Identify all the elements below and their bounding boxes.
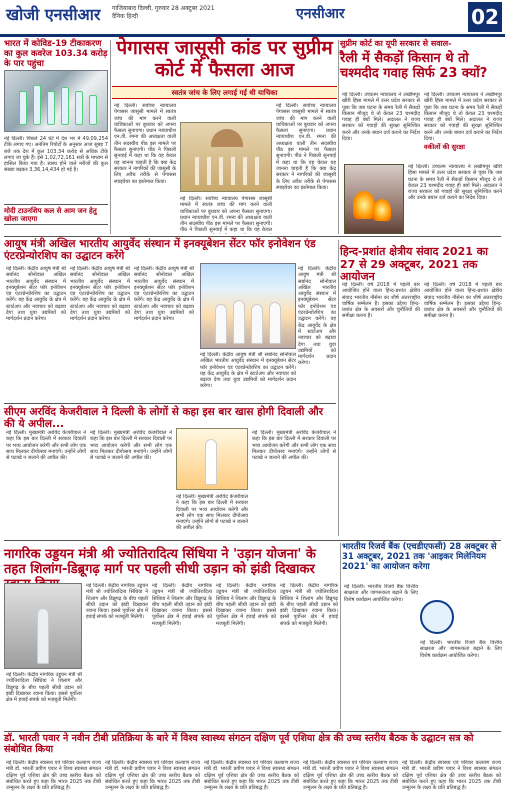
vaccine-photo <box>4 70 108 132</box>
bharati-body-col2: नई दिल्ली। केंद्रीय स्वास्थ्य एवं परिवार कल्याण राज्य मंत्री डॉ. भारती प्रवीण पवार ने विश्व स्वास्थ्य संगठन दक्षिण पूर्व एशिया क्षेत्र की उच्च स्तरीय बैठक को संबोधित करते हुए कहा कि भारत 2025 तक टीबी उन्मूलन के लक्ष्य के प्रति प्रतिबद्ध है। <box>105 760 200 792</box>
column-rule <box>110 40 111 234</box>
rbi-logo <box>420 600 454 634</box>
masthead <box>0 0 505 34</box>
bharati-body-col1: नई दिल्ली। केंद्रीय स्वास्थ्य एवं परिवार कल्याण राज्य मंत्री डॉ. भारती प्रवीण पवार ने विश्व स्वास्थ्य संगठन दक्षिण पूर्व एशिया क्षेत्र की उच्च स्तरीय बैठक को संबोधित करते हुए कहा कि भारत 2025 तक टीबी उन्मूलन के लक्ष्य के प्रति प्रतिबद्ध है। <box>6 760 101 792</box>
udan-body-col3: नई दिल्ली। केंद्रीय नागरिक उड्डयन मंत्री श्री ज्योतिरादित्य सिंधिया ने शिलांग और डिब्रूगढ़ के बीच पहली सीधी उड़ान को झंडी दिखाकर रवाना किया। इससे पूर्वोत्तर क्षेत्र में हवाई संपर्क को मजबूती मिलेगी। <box>216 583 276 627</box>
date-line: गाजियाबाद दिल्ली, गुरुवार 28 अक्टूबर 2021 <box>112 5 215 12</box>
sub-line: दैनिक हिन्दी <box>112 13 138 20</box>
indo-pacific-body-col2: नई दिल्ली। वर्ष 2018 में पहली बार आयोजित होने वाला हिन्द-प्रशांत क्षेत्रीय संवाद भारतीय नौसेना का शीर्ष अंतरराष्ट्रीय वार्षिक सम्मेलन है। इसका उद्देश्य हिन्द-प्रशांत क्षेत्र के अवसरों और चुनौतियों की समीक्षा करना है। <box>424 282 502 320</box>
bharati-body-col3: नई दिल्ली। केंद्रीय स्वास्थ्य एवं परिवार कल्याण राज्य मंत्री डॉ. भारती प्रवीण पवार ने विश्व स्वास्थ्य संगठन दक्षिण पूर्व एशिया क्षेत्र की उच्च स्तरीय बैठक को संबोधित करते हुए कहा कि भारत 2025 तक टीबी उन्मूलन के लक्ष्य के प्रति प्रतिबद्ध है। <box>204 760 299 792</box>
udan-headline: नागरिक उड्डयन मंत्री श्री ज्योतिरादित्य सिंधिया ने 'उड़ान योजना' के तहत शिलांग-डिब्रूगढ़ मार्ग पर पहली सीधी उड़ान को झंडी दिखाकर <box>4 547 316 577</box>
pegasus-body-col2: नई दिल्ली। सर्वोच्च न्यायालय पेगासस जासूसी मामले में स्वतंत्र जांच की मांग करने वाली याचिकाओं पर बुधवार को अपना फैसला सुनाएगा। प्रधान न्यायाधीश एन.वी. रमना की अध्यक्षता वाली तीन सदस्यीय पीठ इस मामले पर फैसला सुनाएगी। पीठ ने पिछली सुनवाई में कहा था कि वह केवल <box>180 196 272 234</box>
cm-body-col2: नई दिल्ली। मुख्यमंत्री अरविंद केजरीवाल ने कहा कि इस बार दिल्ली में सरकार दिवाली पर भव्य आयोजन करेगी और सभी लोग एक साथ मिलकर दीपोत्सव मनाएंगे। उन्होंने लोगों से पटाखे न जलाने की अपील की। <box>90 430 172 462</box>
ayush-body-col4: नई दिल्ली। केंद्रीय आयुष मंत्री श्री सर्बानंद सोनोवाल अखिल भारतीय आयुर्वेद संस्थान में इनक्यूबेशन सेंटर फॉर इनोवेशन एंड एंटरप्रेन्योरशिप का उद्घाटन करेंगे। यह केंद्र आयुर्वेद के क्षेत्र में स्टार्टअप और नवाचार को बढ़ावा देगा तथा युवा उद्यमियों को मार्गदर्शन प्रदान करेगा। <box>200 352 296 390</box>
scindia-photo <box>4 583 82 669</box>
udan-body-col2: नई दिल्ली। केंद्रीय नागरिक उड्डयन मंत्री श्री ज्योतिरादित्य सिंधिया ने शिलांग और डिब्रूगढ़ के बीच पहली सीधी उड़ान को झंडी दिखाकर रवाना किया। इससे पूर्वोत्तर क्षेत्र में हवाई संपर्क को मजबूती मिलेगी। <box>152 583 212 627</box>
section-divider <box>4 540 501 541</box>
section-divider <box>4 731 501 732</box>
divider <box>4 204 108 205</box>
page-number: 02 <box>468 2 502 32</box>
ayush-headline: आयुष मंत्री अखिल भारतीय आयुर्वेद संस्थान में इनक्यूबेशन सेंटर फॉर इनोवेशन एंड एंटरप्रेन्योरशिप का उद्घाटन करेंगे <box>4 238 316 263</box>
indo-pacific-body-col1: नई दिल्ली। वर्ष 2018 में पहली बार आयोजित होने वाला हिन्द-प्रशांत क्षेत्रीय संवाद भारतीय नौसेना का शीर्ष अंतरराष्ट्रीय वार्षिक सम्मेलन है। इसका उद्देश्य हिन्द-प्रशांत क्षेत्र के अवसरों और चुनौतियों की समीक्षा करना है। <box>342 282 420 320</box>
bharati-body-col5: नई दिल्ली। केंद्रीय स्वास्थ्य एवं परिवार कल्याण राज्य मंत्री डॉ. भारती प्रवीण पवार ने विश्व स्वास्थ्य संगठन दक्षिण पूर्व एशिया क्षेत्र की उच्च स्तरीय बैठक को संबोधित करते हुए कहा कि भारत 2025 तक टीबी उन्मूलन के लक्ष्य के प्रति प्रतिबद्ध है। <box>402 760 501 792</box>
supreme-court-photo <box>180 122 272 192</box>
divider <box>4 224 108 225</box>
indo-pacific-headline: हिन्द-प्रशांत क्षेत्रीय संवाद 2021 का 27 से 29 अक्टूबर, 2021 तक आयोजन <box>340 245 489 284</box>
cm-body-col3: नई दिल्ली। मुख्यमंत्री अरविंद केजरीवाल ने कहा कि इस बार दिल्ली में सरकार दिवाली पर भव्य आयोजन करेगी और सभी लोग एक साथ मिलकर दीपोत्सव मनाएंगे। उन्होंने लोगों से पटाखे न जलाने की अपील की। <box>176 494 248 532</box>
pegasus-headline: पेगासस जासूसी कांड पर सुप्रीम कोर्ट में फैसला आज <box>116 37 333 81</box>
column-rule <box>338 240 339 536</box>
covid-headline: भारत में कोविड-19 टीकाकरण का कुल कवरेज 103.34 करोड़ के पार पहुंचा <box>4 39 108 69</box>
ayush-minister-photo <box>200 263 296 349</box>
farmers-photo-caption: वकीलों की सुरक्षा <box>424 143 465 151</box>
udan-body-col1: नई दिल्ली। केंद्रीय नागरिक उड्डयन मंत्री श्री ज्योतिरादित्य सिंधिया ने शिलांग और डिब्रूगढ़ के बीच पहली सीधी उड़ान को झंडी दिखाकर रवाना किया। इससे पूर्वोत्तर क्षेत्र में हवाई संपर्क को मजबूती मिलेगी। <box>86 583 148 621</box>
pegasus-body-col1: नई दिल्ली। सर्वोच्च न्यायालय पेगासस जासूसी मामले में स्वतंत्र जांच की मांग करने वाली याचिकाओं पर बुधवार को अपना फैसला सुनाएगा। प्रधान न्यायाधीश एन.वी. रमना की अध्यक्षता वाली तीन सदस्यीय पीठ इस मामले पर फैसला सुनाएगी। पीठ ने पिछली सुनवाई में कहा था कि वह केवल यह जानना चाहती है कि क्या केंद्र सरकार ने नागरिकों की जासूसी के लिए अवैध तरीके से पेगासस स्पाइवेयर का इस्तेमाल किया। <box>114 103 176 185</box>
column-rule <box>340 543 341 729</box>
masthead-brand: खोजी एनसीआर <box>6 5 101 24</box>
farmers-body-col2: नई दिल्ली। उच्चतम न्यायालय ने लखीमपुर खीरी हिंसा मामले में उत्तर प्रदेश सरकार से पूछा कि जब घटना के समय रैली में सैकड़ों किसान मौजूद थे तो केवल 23 चश्मदीद गवाह ही क्यों मिले। अदालत ने राज्य सरकार को गवाहों की सुरक्षा सुनिश्चित करने और उनके बयान दर्ज कराने का निर्देश दिया। <box>424 92 502 142</box>
farmers-headline: रैली में सैकड़ों किसान थे तो चश्मदीद गवाह सिर्फ 23 क्यों? <box>340 51 488 81</box>
masthead-dateline <box>112 5 262 21</box>
cm-headline: सीएम अरविंद केजरीवाल ने दिल्ली के लोगों से कहा इस बार खास होगी दिवाली और की ये अपील... <box>4 406 324 431</box>
township-headline: मोदी टाउनशिप कल से आम जन हेतु खोला जाएगा <box>4 207 97 224</box>
farmers-kicker: सुप्रीम कोर्ट का यूपी सरकार से सवाल- <box>340 39 452 48</box>
pegasus-kicker: स्वतंत्र जांच के लिए लगाई गई थी याचिका <box>112 86 337 99</box>
column-rule <box>338 40 339 234</box>
cm-photo <box>176 428 248 490</box>
cm-body-col4: नई दिल्ली। मुख्यमंत्री अरविंद केजरीवाल ने कहा कि इस बार दिल्ली में सरकार दिवाली पर भव्य आयोजन करेगी और सभी लोग एक साथ मिलकर दीपोत्सव मनाएंगे। उन्होंने लोगों से पटाखे न जलाने की अपील की। <box>252 430 336 462</box>
farmers-body-col3: नई दिल्ली। उच्चतम न्यायालय ने लखीमपुर खीरी हिंसा मामले में उत्तर प्रदेश सरकार से पूछा कि जब घटना के समय रैली में सैकड़ों किसान मौजूद थे तो केवल 23 चश्मदीद गवाह ही क्यों मिले। अदालत ने राज्य सरकार को गवाहों की सुरक्षा सुनिश्चित करने और उनके बयान दर्ज कराने का निर्देश दिया। <box>408 164 502 202</box>
section-divider <box>4 403 336 404</box>
cm-body-col1: नई दिल्ली। मुख्यमंत्री अरविंद केजरीवाल ने कहा कि इस बार दिल्ली में सरकार दिवाली पर भव्य आयोजन करेगी और सभी लोग एक साथ मिलकर दीपोत्सव मनाएंगे। उन्होंने लोगों से पटाखे न जलाने की अपील की। <box>6 430 86 462</box>
section-title: एनसीआर <box>296 6 345 22</box>
bharati-body-col4: नई दिल्ली। केंद्रीय स्वास्थ्य एवं परिवार कल्याण राज्य मंत्री डॉ. भारती प्रवीण पवार ने विश्व स्वास्थ्य संगठन दक्षिण पूर्व एशिया क्षेत्र की उच्च स्तरीय बैठक को संबोधित करते हुए कहा कि भारत 2025 तक टीबी उन्मूलन के लक्ष्य के प्रति प्रतिबद्ध है। <box>303 760 398 792</box>
ayush-body-col3: नई दिल्ली। केंद्रीय आयुष मंत्री श्री सर्बानंद सोनोवाल अखिल भारतीय आयुर्वेद संस्थान में इनक्यूबेशन सेंटर फॉर इनोवेशन एंड एंटरप्रेन्योरशिप का उद्घाटन करेंगे। यह केंद्र आयुर्वेद के क्षेत्र में स्टार्टअप और नवाचार को बढ़ावा देगा तथा युवा उद्यमियों को मार्गदर्शन प्रदान करेगा। <box>134 266 194 323</box>
udan-body-col4: नई दिल्ली। केंद्रीय नागरिक उड्डयन मंत्री श्री ज्योतिरादित्य सिंधिया ने शिलांग और डिब्रूगढ़ के बीच पहली सीधी उड़ान को झंडी दिखाकर रवाना किया। इससे पूर्वोत्तर क्षेत्र में हवाई संपर्क को मजबूती मिलेगी। <box>280 583 338 627</box>
ayush-body-col5: नई दिल्ली। केंद्रीय आयुष मंत्री श्री सर्बानंद सोनोवाल अखिल भारतीय आयुर्वेद संस्थान में इनक्यूबेशन सेंटर फॉर इनोवेशन एंड एंटरप्रेन्योरशिप का उद्घाटन करेंगे। यह केंद्र आयुर्वेद के क्षेत्र में स्टार्टअप और नवाचार को बढ़ावा देगा तथा युवा उद्यमियों को मार्गदर्शन प्रदान करेगा। <box>298 266 336 367</box>
farmers-body-col1: नई दिल्ली। उच्चतम न्यायालय ने लखीमपुर खीरी हिंसा मामले में उत्तर प्रदेश सरकार से पूछा कि जब घटना के समय रैली में सैकड़ों किसान मौजूद थे तो केवल 23 चश्मदीद गवाह ही क्यों मिले। अदालत ने राज्य सरकार को गवाहों की सुरक्षा सुनिश्चित करने और उनके बयान दर्ज कराने का निर्देश दिया। <box>342 92 420 143</box>
covid-body: नई दिल्ली। पिछले 24 घंटे में देश भर में 49,09,254 टीके लगाए गए। अनंतिम रिपोर्टों के अनुसार आज सुबह 7 बजे तक देश में कुल 103.34 करोड़ से अधिक टीके लगाए जा चुके हैं। इसे 1,02,72,161 सत्रों के माध्यम से हासिल किया गया है। स्वस्थ होने वाले मरीजों की कुल संख्या बढ़कर 3,36,14,434 हो गई है। <box>4 136 108 174</box>
rbi-body-col1: नई दिल्ली। भारतीय रिजर्व बैंक वित्तीय साक्षरता और जागरूकता बढ़ाने के लिए विशेष कार्यक्रम आयोजित करेगा। <box>344 584 418 603</box>
rbi-body-col2: नई दिल्ली। भारतीय रिजर्व बैंक वित्तीय साक्षरता और जागरूकता बढ़ाने के लिए विशेष कार्यक्रम आयोजित करेगा। <box>420 640 502 659</box>
spacer <box>4 166 5 167</box>
ayush-body-col2: नई दिल्ली। केंद्रीय आयुष मंत्री श्री सर्बानंद सोनोवाल अखिल भारतीय आयुर्वेद संस्थान में इनक्यूबेशन सेंटर फॉर इनोवेशन एंड एंटरप्रेन्योरशिप का उद्घाटन करेंगे। यह केंद्र आयुर्वेद के क्षेत्र में स्टार्टअप और नवाचार को बढ़ावा देगा तथा युवा उद्यमियों को मार्गदर्शन प्रदान करेगा। <box>70 266 130 323</box>
protest-photo <box>344 164 404 234</box>
udan-body-col0: नई दिल्ली। केंद्रीय नागरिक उड्डयन मंत्री श्री ज्योतिरादित्य सिंधिया ने शिलांग और डिब्रूगढ़ के बीच पहली सीधी उड़ान को झंडी दिखाकर रवाना किया। इससे पूर्वोत्तर क्षेत्र में हवाई संपर्क को मजबूती मिलेगी। <box>6 672 82 704</box>
rbi-headline: भारतीय रिजर्व बैंक (एचडीएफसी) 28 अक्टूबर से 31 अक्टूबर, 2021 तक 'आइकर मिलेनियम 2021' का आयोजन करेगा <box>342 542 497 572</box>
bharati-headline: डॉ. भारती पवार ने नवीन टीबी प्रतिक्रिया के बारे में विश्व स्वास्थ्य संगठन दक्षिण पूर्व एशिया क्षेत्र की उच्च स्तरीय बैठक के उद्घाटन सत्र को संबोधित किया <box>4 733 474 755</box>
section-divider <box>4 236 501 237</box>
pegasus-body-col3: नई दिल्ली। सर्वोच्च न्यायालय पेगासस जासूसी मामले में स्वतंत्र जांच की मांग करने वाली याचिकाओं पर बुधवार को अपना फैसला सुनाएगा। प्रधान न्यायाधीश एन.वी. रमना की अध्यक्षता वाली तीन सदस्यीय पीठ इस मामले पर फैसला सुनाएगी। पीठ ने पिछली सुनवाई में कहा था कि वह केवल यह जानना चाहती है कि क्या केंद्र सरकार ने नागरिकों की जासूसी के लिए अवैध तरीके से पेगासस स्पाइवेयर का इस्तेमाल किया। <box>276 103 336 191</box>
ayush-body-col1: नई दिल्ली। केंद्रीय आयुष मंत्री श्री सर्बानंद सोनोवाल अखिल भारतीय आयुर्वेद संस्थान में इनक्यूबेशन सेंटर फॉर इनोवेशन एंड एंटरप्रेन्योरशिप का उद्घाटन करेंगे। यह केंद्र आयुर्वेद के क्षेत्र में स्टार्टअप और नवाचार को बढ़ावा देगा तथा युवा उद्यमियों को मार्गदर्शन प्रदान करेगा। <box>6 266 66 323</box>
